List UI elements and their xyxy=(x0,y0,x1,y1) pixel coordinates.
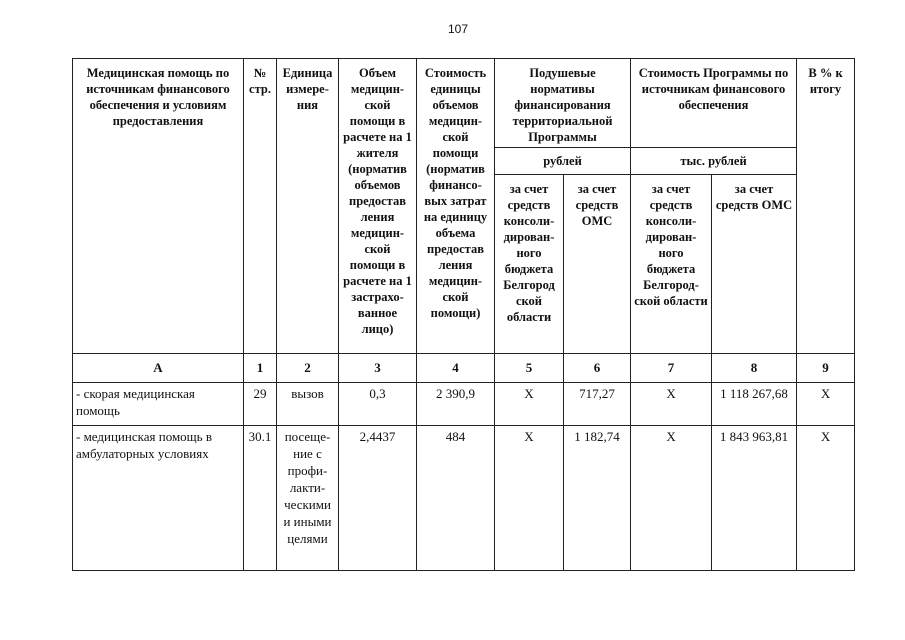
header-col-4: Стоимость единицы объемов медицин-ской помощи (норматив финансо-вых затрат на единицу объема предостав ления медицин-ской помощи) xyxy=(417,59,495,354)
index-cell: 2 xyxy=(277,354,339,383)
index-cell: 8 xyxy=(712,354,797,383)
header-col-8: за счет средств ОМС xyxy=(712,175,797,354)
header-row-top xyxy=(73,59,855,148)
row-per-capita-budget: Х xyxy=(495,426,564,571)
index-cell: 5 xyxy=(495,354,564,383)
row-per-capita-budget: Х xyxy=(495,383,564,426)
row-volume: 0,3 xyxy=(339,383,417,426)
index-cell: 9 xyxy=(797,354,855,383)
row-unit: вызов xyxy=(277,383,339,426)
table-row xyxy=(73,426,855,571)
index-cell: 6 xyxy=(564,354,631,383)
header-group-program-cost: Стоимость Программы по источникам финансового обеспечения xyxy=(631,59,797,148)
row-program-budget: Х xyxy=(631,426,712,571)
row-unit: посеще-ние с профи-лакти-ческими и иными целями xyxy=(277,426,339,571)
row-line-number: 30.1 xyxy=(244,426,277,571)
row-percent: Х xyxy=(797,426,855,571)
header-col-9: В % к итогу xyxy=(797,59,855,354)
index-cell: 3 xyxy=(339,354,417,383)
header-col-7: за счет средств консоли-дирован-ного бюджета Белгород-ской области xyxy=(631,175,712,354)
index-cell: А xyxy=(73,354,244,383)
header-col-5: за счет средств консоли-дирован-ного бюджета Белгород ской области xyxy=(495,175,564,354)
row-cost: 2 390,9 xyxy=(417,383,495,426)
index-cell: 7 xyxy=(631,354,712,383)
index-cell: 4 xyxy=(417,354,495,383)
row-name: - скорая медицинская помощь xyxy=(73,383,244,426)
header-col-1: № стр. xyxy=(244,59,277,354)
row-percent: Х xyxy=(797,383,855,426)
header-unit-rubles: рублей xyxy=(495,148,631,175)
financing-table xyxy=(72,58,855,571)
table-row xyxy=(73,383,855,426)
page-number: 107 xyxy=(448,22,469,36)
index-cell: 1 xyxy=(244,354,277,383)
header-col-a: Медицинская помощь по источникам финансового обеспечения и условиям предоставления xyxy=(73,59,244,354)
row-line-number: 29 xyxy=(244,383,277,426)
row-program-oms: 1 118 267,68 xyxy=(712,383,797,426)
header-col-2: Единица измере-ния xyxy=(277,59,339,354)
row-program-oms: 1 843 963,81 xyxy=(712,426,797,571)
row-per-capita-oms: 1 182,74 xyxy=(564,426,631,571)
header-col-3: Объем медицин-ской помощи в расчете на 1 жителя (норматив объемов предостав ления медицин-ской помощи в расчете на 1 застрахо-ванное лицо) xyxy=(339,59,417,354)
row-per-capita-oms: 717,27 xyxy=(564,383,631,426)
index-row xyxy=(73,354,855,383)
row-volume: 2,4437 xyxy=(339,426,417,571)
header-group-per-capita: Подушевые нормативы финансирования территориальной Программы xyxy=(495,59,631,148)
row-name: - медицинская помощь в амбулаторных условиях xyxy=(73,426,244,571)
row-cost: 484 xyxy=(417,426,495,571)
header-col-6: за счет средств ОМС xyxy=(564,175,631,354)
header-unit-thousand-rubles: тыс. рублей xyxy=(631,148,797,175)
row-program-budget: Х xyxy=(631,383,712,426)
